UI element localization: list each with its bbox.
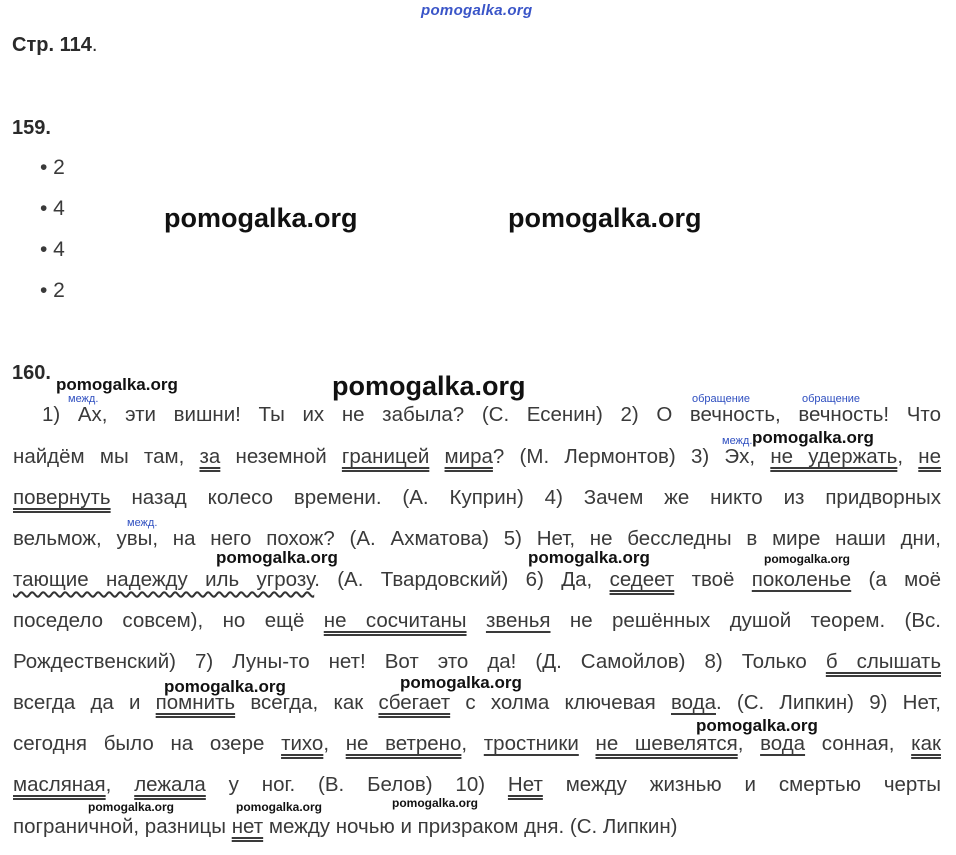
text-segment: сегодня было на озере	[13, 732, 282, 755]
predicate-segment: не удержать	[770, 445, 898, 468]
predicate-segment: масляная	[13, 773, 106, 796]
text-line	[13, 813, 941, 841]
preposition-segment: за	[199, 445, 221, 468]
text-segment: ? (М. Лермонтов) 3) Эх,	[492, 445, 771, 468]
page-reference-text: Стр. 114	[12, 34, 92, 56]
text-segment: всегда да и	[13, 691, 156, 714]
text-segment: вельмож, увы, на него похож? (А. Ахматова) 5) Нет, не бесследны в мире наши дни,	[13, 527, 941, 550]
text-segment: (а моё	[851, 568, 941, 591]
watermark: pomogalka.org	[528, 548, 650, 567]
text-segment: ,	[461, 732, 484, 755]
note-address: обращение	[692, 393, 751, 405]
task-159-number: 159.	[12, 117, 51, 139]
watermark: pomogalka.org	[164, 677, 286, 696]
text-segment: назад колесо времени. (А. Куприн) 4) Зачем же никто из придворных	[110, 486, 941, 509]
text-segment: ,	[737, 732, 761, 755]
underlined-segment: границей	[341, 445, 430, 468]
text-line	[13, 689, 941, 717]
text-segment: ,	[105, 773, 135, 796]
text-segment: пограничной, разницы	[13, 815, 232, 838]
predicate-segment: б слышать	[825, 650, 942, 673]
predicate-segment: Нет	[507, 773, 543, 796]
text-segment: твоё	[674, 568, 752, 591]
text-segment: между жизнью и смертью черты	[542, 773, 941, 796]
task-159-item: • 2	[40, 279, 65, 302]
watermark: pomogalka.org	[752, 428, 874, 447]
text-segment: Рождественский) 7) Луны-то нет! Вот это да! (Д. Самойлов) 8) Только	[13, 650, 826, 673]
subject-segment: поколенье	[751, 568, 852, 591]
text-segment: ,	[323, 732, 346, 755]
predicate-segment: повернуть	[13, 486, 111, 509]
subject-segment: вода	[671, 691, 716, 714]
predicate-segment: лежала	[134, 773, 206, 796]
subject-segment: тростники	[483, 732, 579, 755]
text-segment: . (С. Липкин) 9) Нет,	[715, 691, 941, 714]
predicate-segment: не	[918, 445, 942, 468]
text-line	[13, 566, 941, 594]
text-segment: поседело совсем), но ещё	[13, 609, 324, 632]
note-address: обращение	[802, 393, 861, 405]
page-reference-dot: .	[91, 34, 98, 56]
watermark: pomogalka.org	[508, 203, 702, 233]
task-159-item: • 2	[40, 156, 65, 179]
watermark: pomogalka.org	[236, 800, 323, 814]
text-segment	[579, 732, 596, 755]
task-160-number: 160.	[12, 362, 51, 384]
predicate-segment: не сосчитаны	[323, 609, 467, 632]
text-line	[13, 771, 941, 799]
watermark: pomogalka.org	[88, 800, 175, 814]
watermark: pomogalka.org	[764, 552, 851, 566]
text-segment: всегда, как	[235, 691, 379, 714]
watermark: pomogalka.org	[164, 203, 358, 233]
note-interjection: межд.	[127, 517, 158, 529]
text-segment: у ног. (В. Белов) 10)	[205, 773, 508, 796]
task-159-item: • 4	[40, 197, 65, 220]
participle-segment: тающие надежду иль угрозу	[13, 568, 315, 591]
watermark: pomogalka.org	[400, 673, 522, 692]
text-line	[13, 525, 941, 553]
watermark: pomogalka.org	[56, 375, 178, 394]
watermark: pomogalka.org	[696, 716, 818, 735]
predicate-segment: тихо	[281, 732, 324, 755]
text-segment: между ночью и призраком дня. (С. Липкин)	[263, 815, 678, 838]
text-segment: найдём мы там,	[13, 445, 200, 468]
predicate-segment: сбегает	[378, 691, 451, 714]
task-159-item: • 4	[40, 238, 65, 261]
watermark: pomogalka.org	[332, 371, 526, 401]
text-segment: 1) Ах, эти вишни! Ты их не забыла? (С. Есенин) 2) О вечность, вечность! Что	[42, 403, 941, 426]
note-interjection: межд.	[722, 435, 753, 447]
predicate-segment: не шевелятся	[595, 732, 738, 755]
text-line	[42, 401, 941, 429]
text-segment: ,	[897, 445, 919, 468]
predicate-segment: нет	[231, 815, 264, 838]
text-segment: сонная,	[805, 732, 912, 755]
watermark: pomogalka.org	[392, 796, 479, 810]
text-line	[13, 607, 941, 635]
page-reference	[12, 34, 97, 57]
text-segment: с холма ключевая	[450, 691, 671, 714]
watermark: pomogalka.org	[216, 548, 338, 567]
text-segment: не решённых душой теорем. (Вс.	[550, 609, 941, 632]
text-segment: . (А. Твардовский) 6) Да,	[314, 568, 610, 591]
predicate-segment: седеет	[609, 568, 675, 591]
underlined-segment: мира	[444, 445, 493, 468]
text-segment	[429, 445, 444, 468]
predicate-segment: помнить	[155, 691, 236, 714]
watermark-top[interactable]: pomogalka.org	[421, 2, 533, 19]
text-segment	[467, 609, 486, 632]
subject-segment: вода	[760, 732, 806, 755]
text-segment: неземной	[220, 445, 342, 468]
predicate-segment: как	[911, 732, 941, 755]
text-line	[13, 484, 941, 512]
predicate-segment: не ветрено	[345, 732, 462, 755]
note-interjection: межд.	[68, 393, 99, 405]
text-line	[13, 648, 941, 676]
subject-segment: звенья	[485, 609, 551, 632]
